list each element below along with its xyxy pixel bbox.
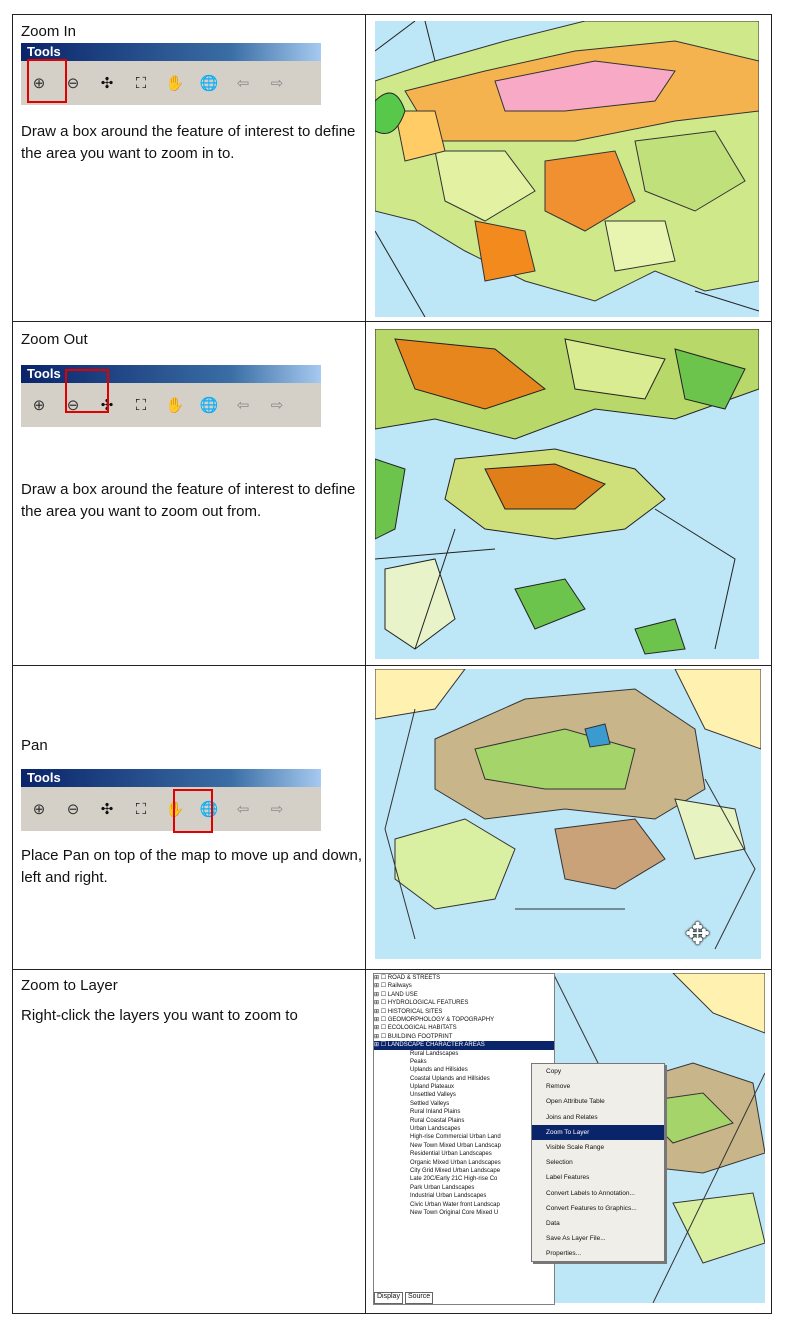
toc-legend-item: Late 20C/Early 21C High-rise Co [410, 1176, 498, 1183]
tab-display[interactable]: Display [374, 1292, 403, 1304]
context-menu-item[interactable]: Save As Layer File... [546, 1235, 606, 1243]
context-menu-item[interactable]: Label Features [546, 1174, 590, 1182]
toc-legend-item: New Town Mixed Urban Landscap [410, 1142, 501, 1149]
forward-arrow-icon[interactable]: ⇨ [270, 801, 284, 818]
context-menu-item[interactable]: Remove [546, 1083, 571, 1091]
toc-layer-item[interactable]: ⊞ ☐ HISTORICAL SITES [374, 1008, 443, 1015]
cell-zoom-out-image [367, 321, 771, 665]
row-title: Pan [21, 737, 48, 754]
fixed-zoom-in-icon[interactable]: ✣ [100, 801, 114, 818]
row-zoom-to-layer [13, 969, 771, 1313]
toc-legend-item: Park Urban Landscapes [410, 1184, 475, 1191]
cell-pan-text [13, 665, 366, 969]
toc-legend-list [374, 1050, 554, 1218]
map-zoomed-in [375, 21, 759, 317]
forward-arrow-icon[interactable]: ⇨ [270, 75, 284, 92]
layer-context-menu [531, 1063, 665, 1262]
zoom-in-icon[interactable]: ⊕ [32, 75, 46, 92]
context-menu-item[interactable]: Visible Scale Range [546, 1143, 605, 1151]
fixed-zoom-out-icon[interactable]: ⛶ [135, 396, 147, 414]
toc-layer-list [374, 974, 554, 1050]
toc-layer-item[interactable]: ⊞ ☐ BUILDING FOOTPRINT [374, 1033, 453, 1040]
toc-legend-item: Urban Landscapes [410, 1126, 461, 1133]
toc-legend-item: Rural Coastal Plains [410, 1117, 465, 1124]
fixed-zoom-in-icon[interactable]: ✣ [100, 75, 114, 92]
pan-hand-icon[interactable]: ✋ [165, 397, 185, 414]
zoom-out-icon[interactable]: ⊖ [66, 75, 80, 92]
toc-layer-item[interactable]: ⊞ ☐ ECOLOGICAL HABITATS [374, 1025, 457, 1032]
back-arrow-icon[interactable]: ⇦ [236, 397, 250, 414]
toc-layer-item[interactable]: ⊞ ☐ LANDSCAPE CHARACTER AREAS [374, 1041, 554, 1049]
toolbar-buttons [21, 787, 321, 831]
context-menu-item[interactable]: Open Attribute Table [546, 1098, 605, 1106]
context-menu-item[interactable]: Convert Labels to Annotation... [546, 1189, 635, 1197]
toc-legend-item: Coastal Uplands and Hillsides [410, 1075, 490, 1082]
toc-legend-item: Settled Valleys [410, 1100, 450, 1107]
zoom-out-icon[interactable]: ⊖ [66, 801, 80, 818]
toc-tabs [374, 1292, 433, 1304]
move-cursor-icon: ✥ [685, 918, 711, 951]
toc-legend-item: Upland Plateaux [410, 1084, 455, 1091]
map-pan [375, 669, 761, 959]
highlight-box [65, 369, 109, 413]
toc-legend-item: Industrial Urban Landscapes [410, 1193, 487, 1200]
zoom-in-icon[interactable]: ⊕ [32, 397, 46, 414]
toc-legend-item: Peaks [410, 1058, 427, 1065]
row-pan [13, 665, 771, 970]
toc-legend-item: Uplands and Hillsides [410, 1067, 468, 1074]
row-title: Zoom Out [21, 331, 88, 348]
fixed-zoom-out-icon[interactable]: ⛶ [135, 74, 147, 92]
context-menu-item[interactable]: Joins and Relates [546, 1113, 598, 1121]
context-menu-item[interactable]: Convert Features to Graphics... [546, 1204, 637, 1212]
zoom-out-icon[interactable]: ⊖ [66, 397, 80, 414]
full-extent-globe-icon[interactable]: 🌐 [199, 801, 219, 818]
pan-hand-icon[interactable]: ✋ [165, 75, 185, 92]
table-of-contents [373, 973, 555, 1305]
toc-layer-item[interactable]: ⊞ ☐ LAND USE [374, 991, 418, 998]
context-menu-item[interactable]: Data [546, 1219, 560, 1227]
cell-zoom-to-layer-image [367, 969, 771, 1313]
row-title: Zoom In [21, 23, 77, 40]
tools-toolbar [21, 769, 321, 833]
highlight-box [173, 789, 213, 833]
toc-layer-item[interactable]: ⊞ ☐ Railways [374, 983, 412, 990]
toc-legend-item: Rural Landscapes [410, 1050, 459, 1057]
row-description: Right-click the layers you want to zoom to [21, 1007, 298, 1024]
full-extent-globe-icon[interactable]: 🌐 [199, 75, 219, 92]
toolbar-title: Tools [21, 769, 321, 787]
row-description: Place Pan on top of the map to move up and down, left and right. [21, 847, 363, 886]
toc-layer-item[interactable]: ⊞ ☐ HYDROLOGICAL FEATURES [374, 1000, 469, 1007]
tools-guide-table [12, 14, 772, 1314]
full-extent-globe-icon[interactable]: 🌐 [199, 397, 219, 414]
toc-legend-item: New Town Original Core Mixed U [410, 1209, 499, 1216]
cell-pan-image [367, 665, 771, 969]
toolbar-title: Tools [21, 43, 321, 61]
cell-zoom-in-text [13, 15, 366, 321]
toc-legend-item: Organic Mixed Urban Landscapes [410, 1159, 501, 1166]
tab-source[interactable]: Source [405, 1292, 433, 1304]
toc-legend-item: Rural Inland Plains [410, 1109, 461, 1116]
row-description: Draw a box around the feature of interest to define the area you want to zoom out from. [21, 481, 356, 520]
pan-hand-icon[interactable]: ✋ [165, 801, 185, 818]
cell-zoom-out-text [13, 321, 366, 665]
fixed-zoom-in-icon[interactable]: ✣ [100, 397, 114, 414]
toc-legend-item: High-rise Commercial Urban Land [410, 1134, 501, 1141]
back-arrow-icon[interactable]: ⇦ [236, 75, 250, 92]
context-menu-item[interactable]: Copy [546, 1068, 562, 1075]
context-menu-item[interactable]: Zoom To Layer [532, 1125, 664, 1140]
row-title: Zoom to Layer [21, 977, 118, 994]
forward-arrow-icon[interactable]: ⇨ [270, 397, 284, 414]
toc-legend-item: Unsettled Valleys [410, 1092, 456, 1099]
toc-legend-item: Civic Urban Water front Landscap [410, 1201, 500, 1208]
row-zoom-out [13, 321, 771, 666]
toc-legend-item: Residential Urban Landscapes [410, 1151, 492, 1158]
back-arrow-icon[interactable]: ⇦ [236, 801, 250, 818]
toc-legend-item: City Grid Mixed Urban Landscape [410, 1167, 501, 1174]
context-menu-item[interactable]: Selection [546, 1159, 573, 1167]
fixed-zoom-out-icon[interactable]: ⛶ [135, 800, 147, 818]
toolbar-title: Tools [21, 365, 321, 383]
zoom-in-icon[interactable]: ⊕ [32, 801, 46, 818]
highlight-box [27, 59, 67, 103]
row-zoom-in [13, 15, 771, 322]
cell-zoom-in-image [367, 15, 771, 321]
cell-zoom-to-layer-text [13, 969, 366, 1313]
context-menu-item[interactable]: Properties... [546, 1250, 582, 1258]
row-description: Draw a box around the feature of interest to define the area you want to zoom in to. [21, 123, 356, 162]
toc-layer-item[interactable]: ⊞ ☐ GEOMORPHOLOGY & TOPOGRAPHY [374, 1016, 495, 1023]
map-zoomed-out [375, 329, 759, 659]
toc-layer-item[interactable]: ⊞ ☐ ROAD & STREETS [374, 975, 441, 981]
